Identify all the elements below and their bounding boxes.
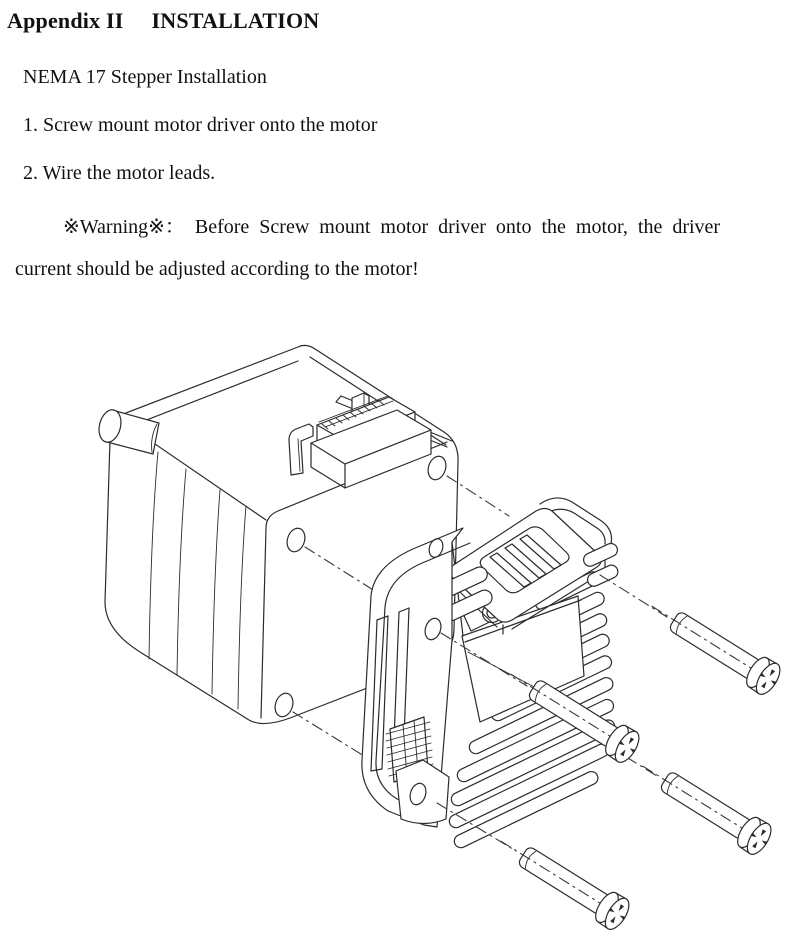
mounting-screw-drawing: [643, 591, 785, 698]
warning-text-line-2: current should be adjusted according to the motor!: [15, 258, 419, 280]
alignment-line: [600, 575, 667, 617]
warning-text-line-1: ※Warning※： Before Screw mount motor driver onto the motor, the driver: [63, 216, 721, 238]
page-title: [7, 8, 319, 34]
mounting-screw-drawing: [634, 751, 776, 858]
mounting-screw-drawing: [492, 826, 634, 933]
instruction-step-2: 2. Wire the motor leads.: [23, 162, 216, 184]
instruction-step-1: 1. Screw mount motor driver onto the motor: [23, 114, 378, 136]
section-subtitle: NEMA 17 Stepper Installation: [23, 66, 267, 88]
installation-diagram-svg: [0, 330, 800, 945]
installation-exploded-diagram: [0, 330, 800, 945]
page-title-appendix: Appendix II: [7, 8, 124, 33]
page-title-installation: INSTALLATION: [151, 8, 320, 33]
